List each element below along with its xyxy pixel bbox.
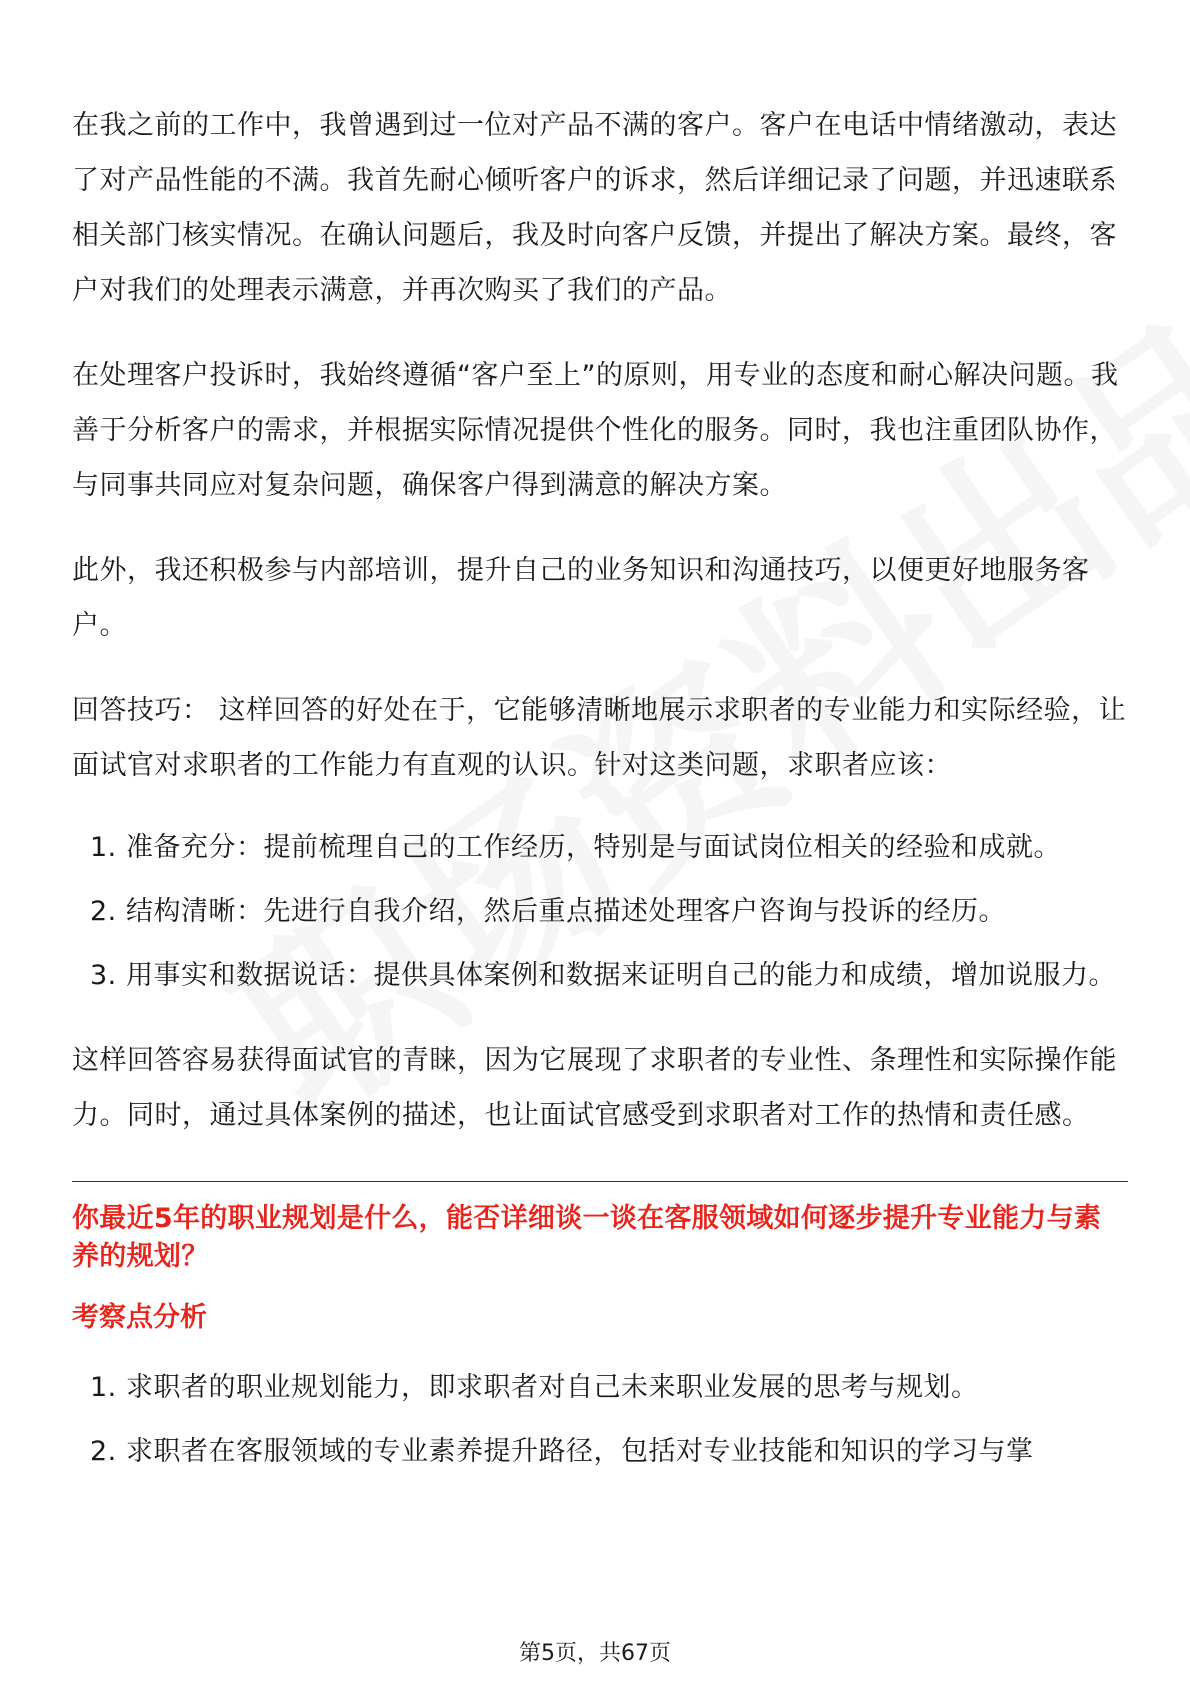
page-content xyxy=(72,98,1128,1509)
list-item xyxy=(72,1360,1128,1415)
list-item-number: 2. xyxy=(90,1436,117,1467)
paragraph-case-story: 在我之前的工作中，我曾遇到过一位对产品不满的客户。客户在电话中情绪激动，表达了对产品性能的不满。我首先耐心倾听客户的诉求，然后详细记录了问题，并迅速联系相关部门核实情况。在确认问题后，我及时向客户反馈，并提出了解决方案。最终，客户对我们的处理表示满意，并再次购买了我们的产品。 xyxy=(72,110,1117,306)
list-item xyxy=(72,820,1128,875)
list-item-number: 3. xyxy=(90,960,117,991)
tips-list xyxy=(72,820,1128,1003)
paragraph-conclusion: 这样回答容易获得面试官的青睐，因为它展现了求职者的专业性、条理性和实际操作能力。同时，通过具体案例的描述，也让面试官感受到求职者对工作的热情和责任感。 xyxy=(72,1045,1117,1131)
list-item xyxy=(72,884,1128,939)
list-item-number: 1. xyxy=(90,832,117,863)
list-item-text: 求职者在客服领域的专业素养提升路径，包括对专业技能和知识的学习与掌 xyxy=(126,1436,1034,1467)
list-item xyxy=(72,1424,1128,1479)
question-heading: 你最近5年的职业规划是什么，能否详细谈一谈在客服领域如何逐步提升专业能力与素养的规划？ xyxy=(72,1203,1102,1272)
list-item-text: 结构清晰：先进行自我介绍，然后重点描述处理客户咨询与投诉的经历。 xyxy=(126,896,1006,927)
list-item-text: 用事实和数据说话：提供具体案例和数据来证明自己的能力和成绩，增加说服力。 xyxy=(126,960,1116,991)
analysis-subheading: 考察点分析 xyxy=(72,1302,207,1333)
paragraph-training: 此外，我还积极参与内部培训，提升自己的业务知识和沟通技巧，以便更好地服务客户。 xyxy=(72,555,1090,641)
paragraph-answer-tips: 回答技巧： 这样回答的好处在于，它能够清晰地展示求职者的专业能力和实际经验，让面试官对求职者的工作能力有直观的认识。针对这类问题，求职者应该： xyxy=(72,695,1127,781)
page-number-footer: 第5页，共67页 xyxy=(519,1641,671,1666)
list-item-text: 准备充分：提前梳理自己的工作经历，特别是与面试岗位相关的经验和成就。 xyxy=(126,832,1061,863)
analysis-points-list xyxy=(72,1360,1128,1479)
list-item-number: 1. xyxy=(90,1372,117,1403)
section-divider xyxy=(72,1181,1128,1182)
list-item-text: 求职者的职业规划能力，即求职者对自己未来职业发展的思考与规划。 xyxy=(126,1372,979,1403)
paragraph-complaint-handling: 在处理客户投诉时，我始终遵循“客户至上”的原则，用专业的态度和耐心解决问题。我善于分析客户的需求，并根据实际情况提供个性化的服务。同时，我也注重团队协作，与同事共同应对复杂问题，确保客户得到满意的解决方案。 xyxy=(72,360,1119,501)
list-item xyxy=(72,948,1128,1003)
list-item-number: 2. xyxy=(90,896,117,927)
